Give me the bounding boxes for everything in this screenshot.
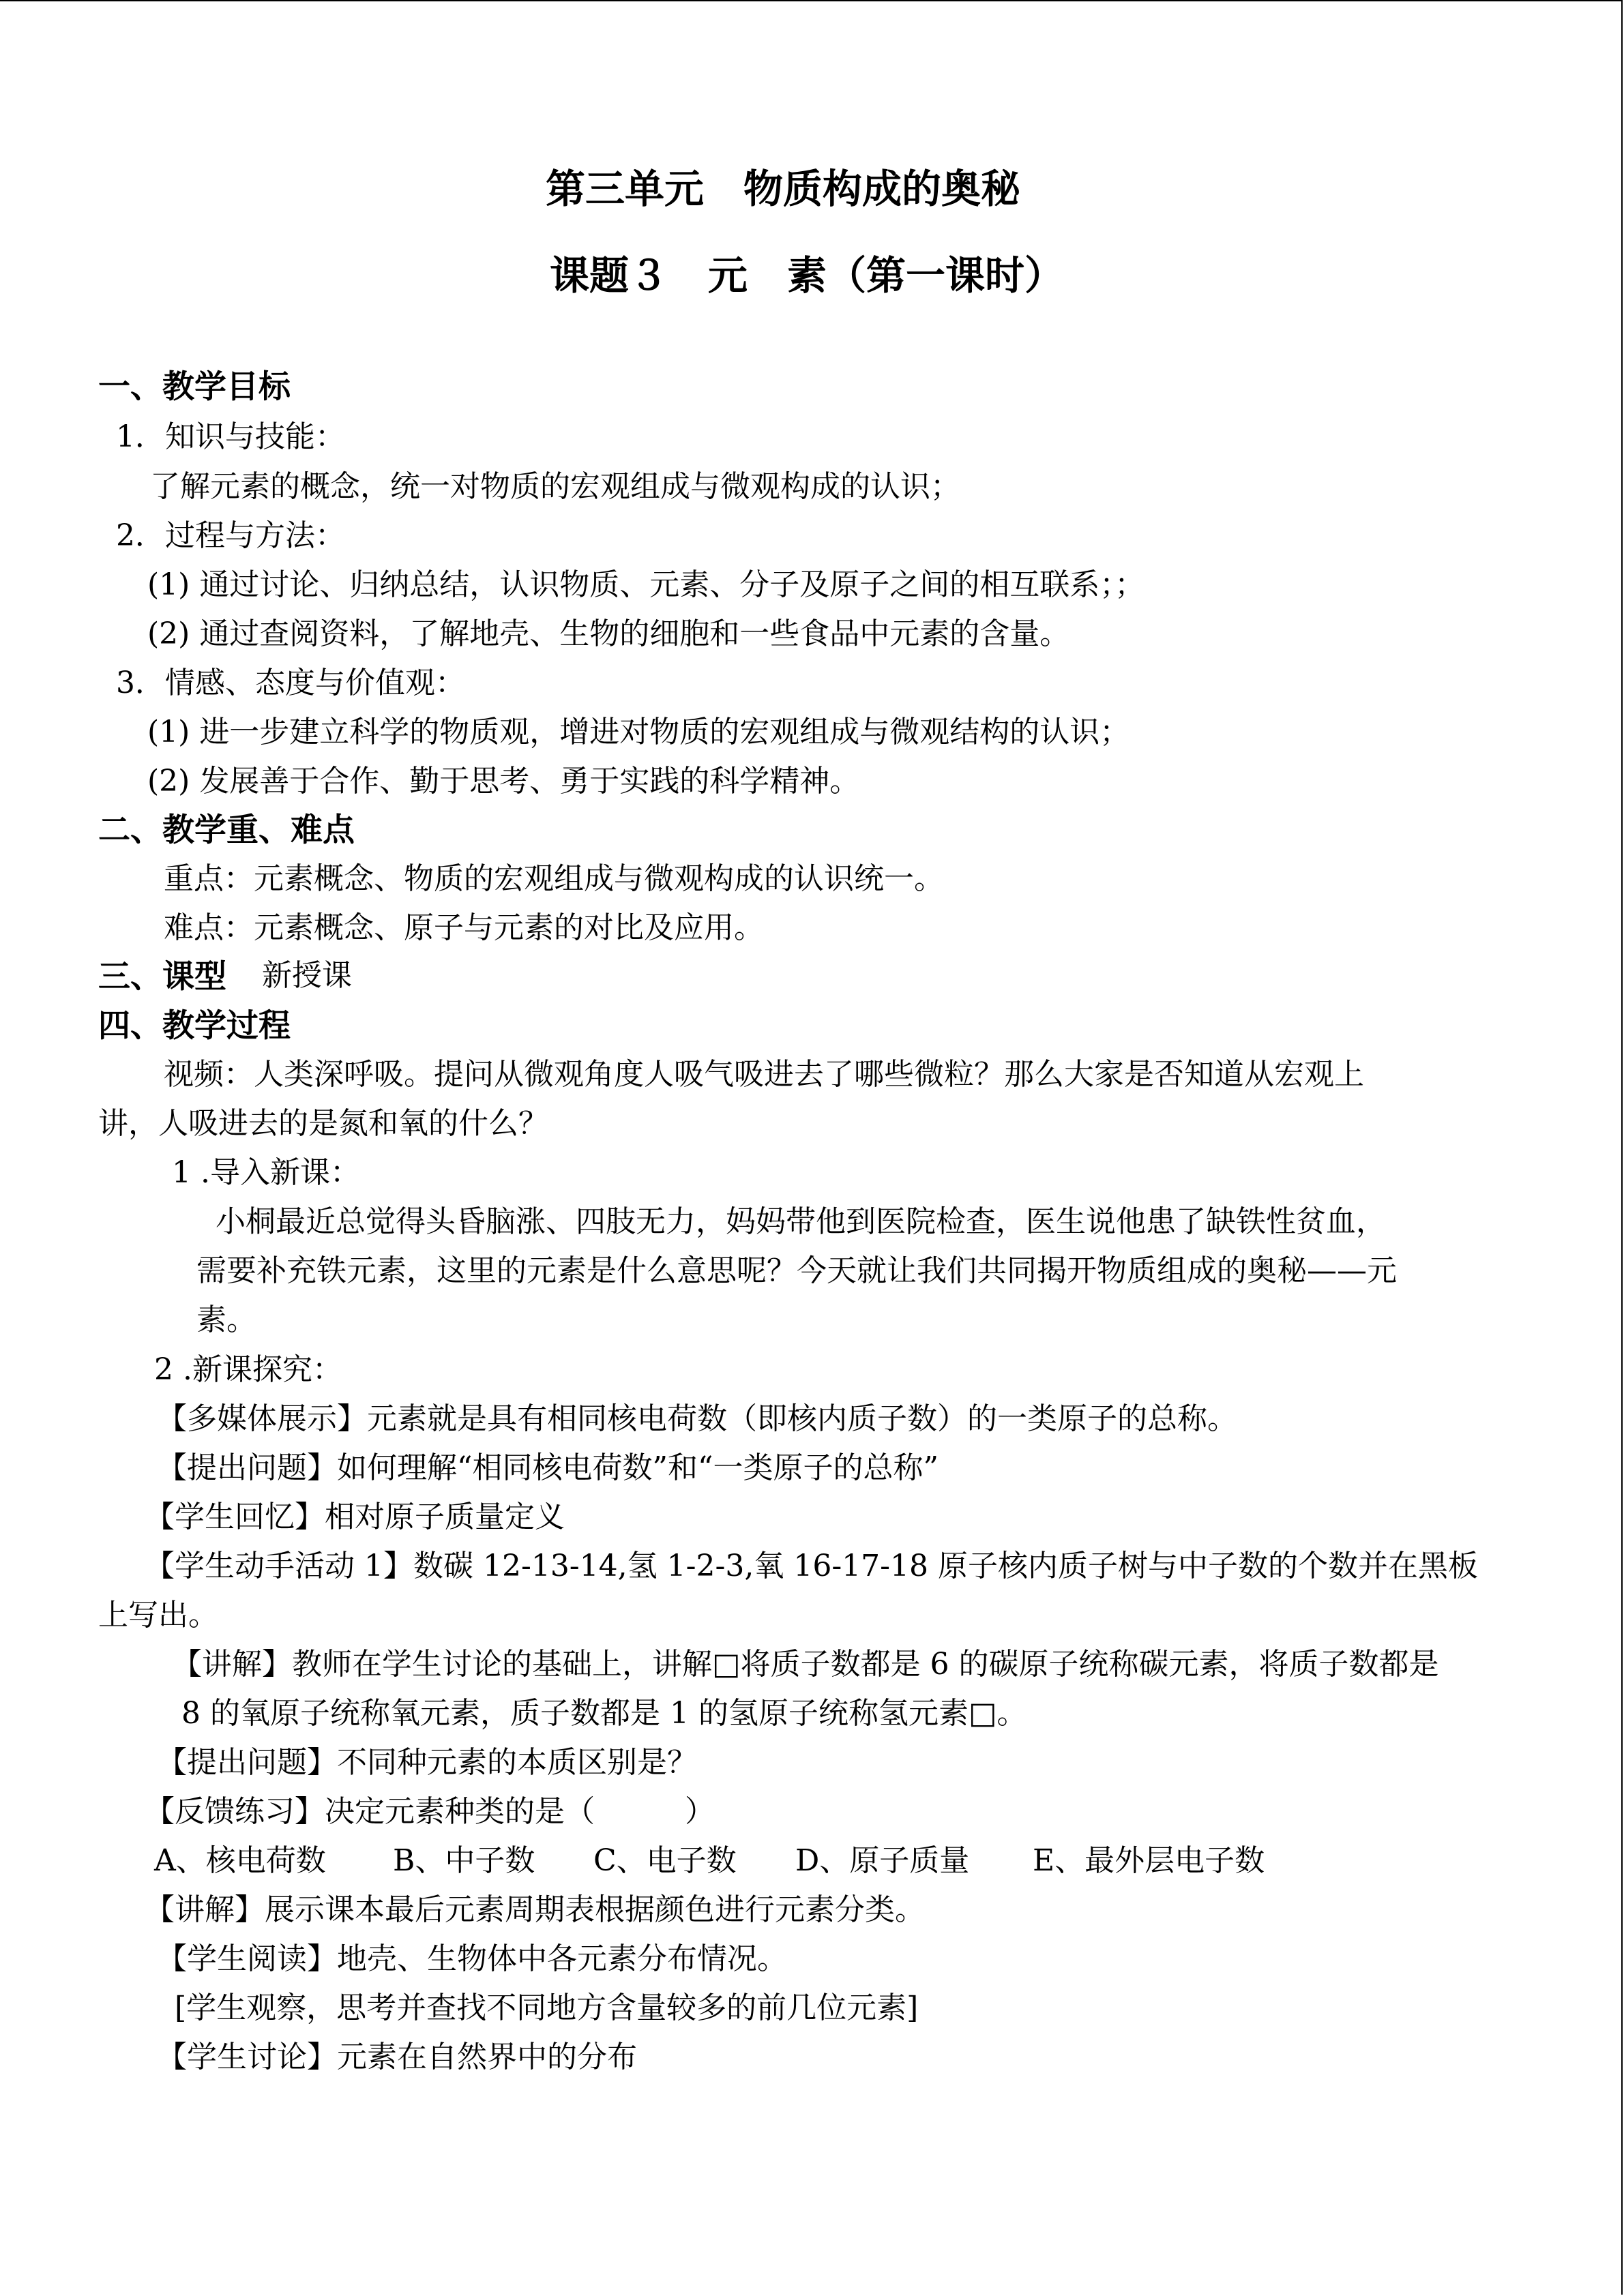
new-lesson-label: 2 .新课探究： <box>154 1352 342 1387</box>
section-heading-teaching-process: 四、教学过程 <box>98 1007 291 1045</box>
video-text-line-2: 讲，人吸进去的是氮和氧的什么？ <box>98 1106 548 1141</box>
objective-process-item-1: (1) 通过讨论、归纳总结，认识物质、元素、分子及原子之间的相互联系；； <box>147 567 1145 602</box>
multimedia-display-text: 【多媒体展示】元素就是具有相同核电荷数（即核内质子数）的一类原子的总称。 <box>157 1401 1237 1436</box>
section-heading-lesson-type: 三、课型 <box>98 958 226 996</box>
option-d: D、原子质量 <box>795 1843 970 1878</box>
objective-emotion-label: 3．情感、态度与价值观： <box>116 666 465 700</box>
student-reading-text: 【学生阅读】地壳、生物体中各元素分布情况。 <box>157 1941 787 1976</box>
activity-text-line-2: 上写出。 <box>98 1598 218 1632</box>
feedback-exercise-text: 【反馈练习】决定元素种类的是（ ） <box>145 1794 715 1829</box>
explanation-1-line-1: 【讲解】教师在学生讨论的基础上，讲解□将质子数都是 6 的碳原子统称碳元素，将质子数都是 <box>172 1647 1439 1682</box>
question-2-text: 【提出问题】不同种元素的本质区别是？ <box>157 1745 697 1780</box>
section-heading-key-points: 二、教学重、难点 <box>98 811 355 849</box>
objective-process-item-2: (2) 通过查阅资料，了解地壳、生物的细胞和一些食品中元素的含量。 <box>147 616 1070 651</box>
option-c: C、电子数 <box>593 1843 737 1878</box>
intro-text-line-1: 小桐最近总觉得头昏脑涨、四肢无力，妈妈带他到医院检查，医生说他患了缺铁性贫血， <box>216 1204 1386 1239</box>
objective-process-label: 2．过程与方法： <box>116 518 345 553</box>
difficult-point-text: 难点：元素概念、原子与元素的对比及应用。 <box>164 910 764 945</box>
activity-text-line-1: 【学生动手活动 1】数碳 12-13-14,氢 1-2-3,氧 16-17-18 原子核内质子树与中子数的个数并在黑板 <box>145 1549 1479 1583</box>
intro-label: 1 .导入新课： <box>172 1155 360 1190</box>
objective-emotion-item-1: (1) 进一步建立科学的物质观，增进对物质的宏观组成与微观结构的认识； <box>147 715 1130 749</box>
intro-text-line-2: 需要补充铁元素，这里的元素是什么意思呢？今天就让我们共同揭开物质组成的奥秘——元 <box>196 1253 1397 1288</box>
page-subtitle: 课题３ 元 素（第一课时） <box>550 252 1065 299</box>
lesson-type-value: 新授课 <box>262 958 352 993</box>
option-b: B、中子数 <box>393 1843 535 1878</box>
intro-text-line-3: 素。 <box>196 1302 256 1337</box>
explanation-2-text: 【讲解】展示课本最后元素周期表根据颜色进行元素分类。 <box>145 1892 925 1927</box>
key-point-text: 重点：元素概念、物质的宏观组成与微观构成的认识统一。 <box>164 861 944 896</box>
student-observation-text: [学生观察，思考并查找不同地方含量较多的前几位元素] <box>175 1991 919 2025</box>
objective-knowledge-text: 了解元素的概念，统一对物质的宏观组成与微观构成的认识； <box>150 469 960 504</box>
objective-knowledge-label: 1．知识与技能： <box>116 419 345 454</box>
objective-emotion-item-2: (2) 发展善于合作、勤于思考、勇于实践的科学精神。 <box>147 764 860 799</box>
option-e: E、最外层电子数 <box>1033 1843 1265 1878</box>
question-1-text: 【提出问题】如何理解“相同核电荷数”和“一类原子的总称” <box>157 1450 939 1485</box>
page-title: 第三单元 物质构成的奥秘 <box>546 166 1021 212</box>
student-discussion-text: 【学生讨论】元素在自然界中的分布 <box>157 2040 637 2074</box>
video-text-line-1: 视频：人类深呼吸。提问从微观角度人吸气吸进去了哪些微粒？那么大家是否知道从宏观上 <box>164 1057 1364 1092</box>
student-recall-text: 【学生回忆】相对原子质量定义 <box>145 1500 565 1534</box>
option-a: A、核电荷数 <box>154 1843 326 1878</box>
section-heading-objectives: 一、教学目标 <box>98 368 291 406</box>
explanation-1-line-2: 8 的氧原子统称氧元素，质子数都是 1 的氢原子统称氢元素□。 <box>181 1696 1027 1731</box>
